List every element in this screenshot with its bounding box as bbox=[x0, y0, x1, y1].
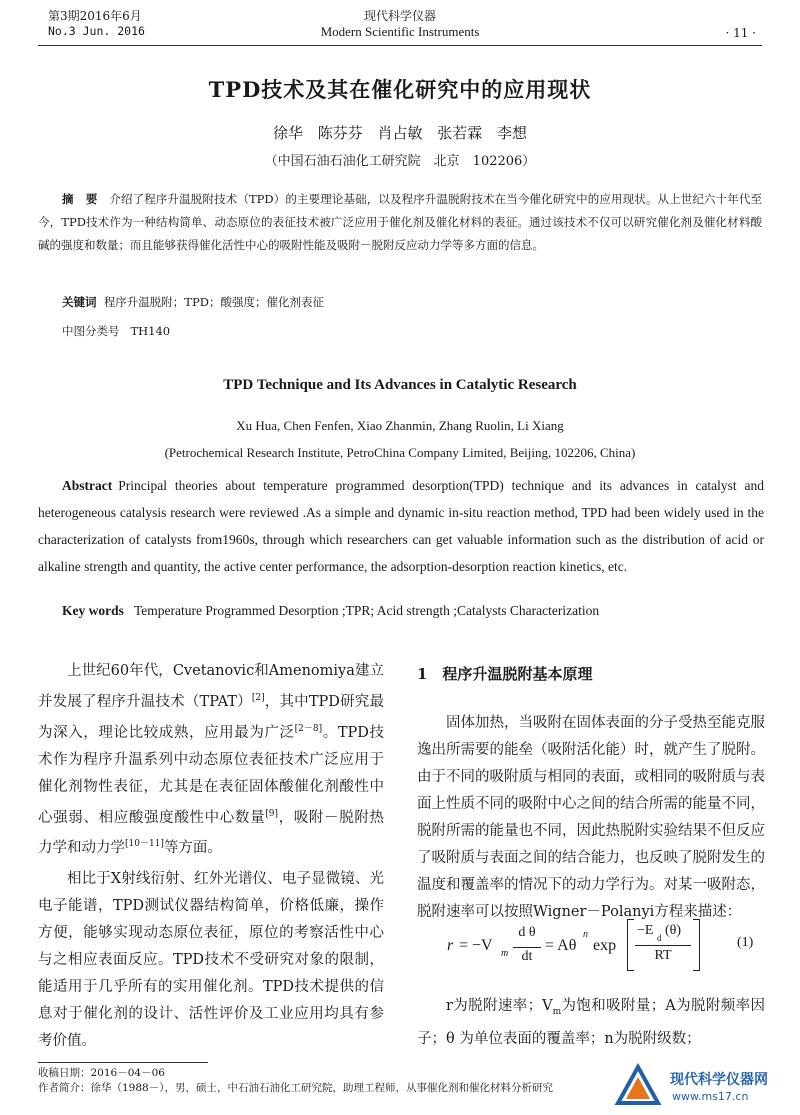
journal-cn: 现代科学仪器 bbox=[363, 9, 436, 23]
intro-text-c: 。TPD技术作为程序升温系列中动态原位表征技术广泛应用于催化剂物性表征，尤其是在表征固体酸催化剂酸性中心强弱、相应酸强度酸性中心数量 bbox=[38, 724, 385, 826]
journal-en: Modern Scientific Instruments bbox=[320, 24, 480, 39]
keywords-cn-text: 程序升温脱附；TPD；酸强度；催化剂表征 bbox=[103, 295, 324, 309]
running-header-center bbox=[250, 9, 550, 39]
abstract-en-text: Principal theories about temperature programmed desorption(TPD) technique and its advances in catalyst and heterogeneous catalysis research were reviewed .As a simple and dynamic in-situ reaction method, TPD had been widely used in the characterization of catalysts from1960s, through which researchers can get valuable information such as the distribution of acid or alkaline strength and quantity, the active center performance, the adsorption-desorption reaction kinetics, etc. bbox=[38, 478, 764, 574]
keywords-en bbox=[62, 603, 599, 619]
abstract-en bbox=[38, 472, 764, 580]
keywords-en-label: Key words bbox=[62, 603, 124, 618]
equation-1 bbox=[447, 917, 767, 977]
eq-sup-n: n bbox=[583, 929, 588, 940]
section1-text-2 bbox=[417, 993, 765, 1053]
intro-text-e: 等方面。 bbox=[163, 840, 222, 857]
page-number: · 11 · bbox=[725, 26, 756, 40]
eq-number: (1) bbox=[737, 935, 754, 950]
header-rule bbox=[38, 45, 762, 46]
intro-paragraph-2: 相比于X射线衍射、红外光谱仪、电子显微镜、光电子能谱，TPD测试仪器结构简单，价格低廉，操作方便，能够实现动态原位表征，原位的考察活性中心与之相应表面反应。TPD技术不受研究对象的限制，能适用于几乎所有的实用催化剂。TPD技术提供的信息对于催化剂的设计、活性评价及工业应用均具有参考价值。 bbox=[38, 871, 384, 1050]
site-watermark bbox=[610, 1063, 790, 1109]
watermark-name: 现代科学仪器网 bbox=[670, 1072, 768, 1088]
body-left-column bbox=[38, 658, 384, 1055]
eq-inner-num: −E bbox=[637, 923, 654, 938]
watermark-url: www.ms17.cn bbox=[672, 1090, 749, 1103]
eq-frac-bar bbox=[513, 947, 541, 948]
intro-text-d: ，吸附－脱附热力学和动力学 bbox=[38, 809, 385, 857]
citation-ref: [10－11] bbox=[125, 839, 164, 850]
eq-frac-num: d θ bbox=[518, 925, 536, 940]
variables-sub: m bbox=[552, 1006, 562, 1017]
variables-text-b: 为饱和吸附量；A为脱附频率因子；θ 为单位表面的覆盖率；n为脱附级数； bbox=[417, 998, 765, 1047]
eq-sub-m: m bbox=[501, 948, 509, 959]
section1-text: 固体加热，当吸附在固体表面的分子受热至能克服逸出所需要的能垒（吸附活化能）时，就产生了脱附。由于不同的吸附质与相同的表面，或相同的吸附质与表面上性质不同的吸附中心之间的结合所需的能量不同，脱附所需的能量也不同，因此热脱附实验结果不但反应了吸附质与表面之间的结合能力，也反映了脱附发生的温度和覆盖率的情况下的动力学行为。对某一吸附态，脱附速率可以按照Wigner－Polanyi方程来描述： bbox=[417, 715, 765, 920]
issue-cn: 第3期2016年6月 bbox=[48, 9, 142, 23]
footnote-rule bbox=[38, 1062, 208, 1063]
abstract-cn-label: 摘 要 bbox=[62, 192, 102, 206]
eq-exp: exp bbox=[593, 937, 617, 954]
eq-lhs: r bbox=[447, 937, 454, 954]
abstract-cn-text: 介绍了程序升温脱附技术（TPD）的主要理论基础，以及程序升温脱附技术在当今催化研究中的应用现状。从上世纪六十年代至今，TPD技术作为一种结构简单、动态原位的表征技术被广泛应用于催化剂及催化材料的表征。通过该技术不仅可以研究催化剂及催化材料酸碱的强度和数量；而且能够获得催化活性中心的吸附性能及吸附－脱附反应动力学等多方面的信息。 bbox=[38, 192, 763, 252]
section-heading-1: 1 程序升温脱附基本原理 bbox=[417, 665, 593, 683]
classification-cn bbox=[62, 323, 170, 339]
watermark-logo-icon bbox=[610, 1063, 666, 1109]
authors-cn: 徐华 陈芬芬 肖占敏 张若霖 李想 bbox=[272, 124, 528, 142]
issue-en: No.3 Jun. 2016 bbox=[48, 24, 145, 38]
citation-ref: [2－8] bbox=[294, 723, 323, 734]
eq-bracket-left bbox=[627, 919, 634, 971]
eq-sub-d: d bbox=[657, 933, 662, 943]
eq-part2: = Aθ bbox=[545, 937, 577, 954]
footnote-author: 作者简介：徐华（1988－），男，硕士，中石油石油化工研究院，助理工程师，从事催化剂和催化材料分析研究 bbox=[38, 1082, 553, 1094]
variables-text-a: r为脱附速率；V bbox=[446, 998, 553, 1014]
authors-en: Xu Hua, Chen Fenfen, Xiao Zhanmin, Zhang Ruolin, Li Xiang bbox=[236, 418, 564, 433]
intro-text-a: 上世纪60年代，Cvetanovic和Amenomiya建立并发展了程序升温技术（TPAT） bbox=[38, 663, 384, 710]
classification-cn-label: 中图分类号 bbox=[62, 324, 120, 338]
affiliation-cn: （中国石油石油化工研究院 北京 102206） bbox=[264, 154, 536, 169]
eq-inner-den: RT bbox=[654, 948, 672, 963]
paper-title-cn: TPD技术及其在催化研究中的应用现状 bbox=[208, 77, 592, 102]
eq-inner-arg: (θ) bbox=[665, 923, 682, 938]
running-header-left bbox=[48, 9, 145, 39]
abstract-en-label: Abstract bbox=[62, 478, 113, 493]
eq-part1: = −V bbox=[459, 937, 493, 954]
section1-paragraph-1 bbox=[417, 710, 765, 926]
classification-cn-text: TH140 bbox=[130, 324, 171, 338]
keywords-en-text: Temperature Programmed Desorption ;TPR; Acid strength ;Catalysts Characterization bbox=[134, 603, 600, 618]
affiliation-en: (Petrochemical Research Institute, PetroChina Company Limited, Beijing, 102206, China) bbox=[164, 445, 636, 460]
intro-paragraph-1 bbox=[38, 658, 384, 862]
keywords-cn bbox=[62, 294, 324, 310]
eq-bracket-right bbox=[693, 919, 700, 971]
section1-paragraph-2 bbox=[417, 993, 765, 1053]
citation-ref: [2] bbox=[251, 693, 265, 703]
footnote-received: 收稿日期：2016－04－06 bbox=[38, 1067, 165, 1079]
intro-text-b: ，其中TPD研究最为深入，理论比较成熟，应用最为广泛 bbox=[38, 693, 384, 741]
eq-inner-bar bbox=[635, 945, 691, 946]
abstract-cn bbox=[38, 188, 762, 257]
keywords-cn-label: 关键词 bbox=[62, 295, 97, 309]
paper-title-en: TPD Technique and Its Advances in Catalytic Research bbox=[223, 377, 577, 393]
eq-frac-den: dt bbox=[521, 949, 533, 964]
citation-ref: [9] bbox=[265, 808, 278, 819]
